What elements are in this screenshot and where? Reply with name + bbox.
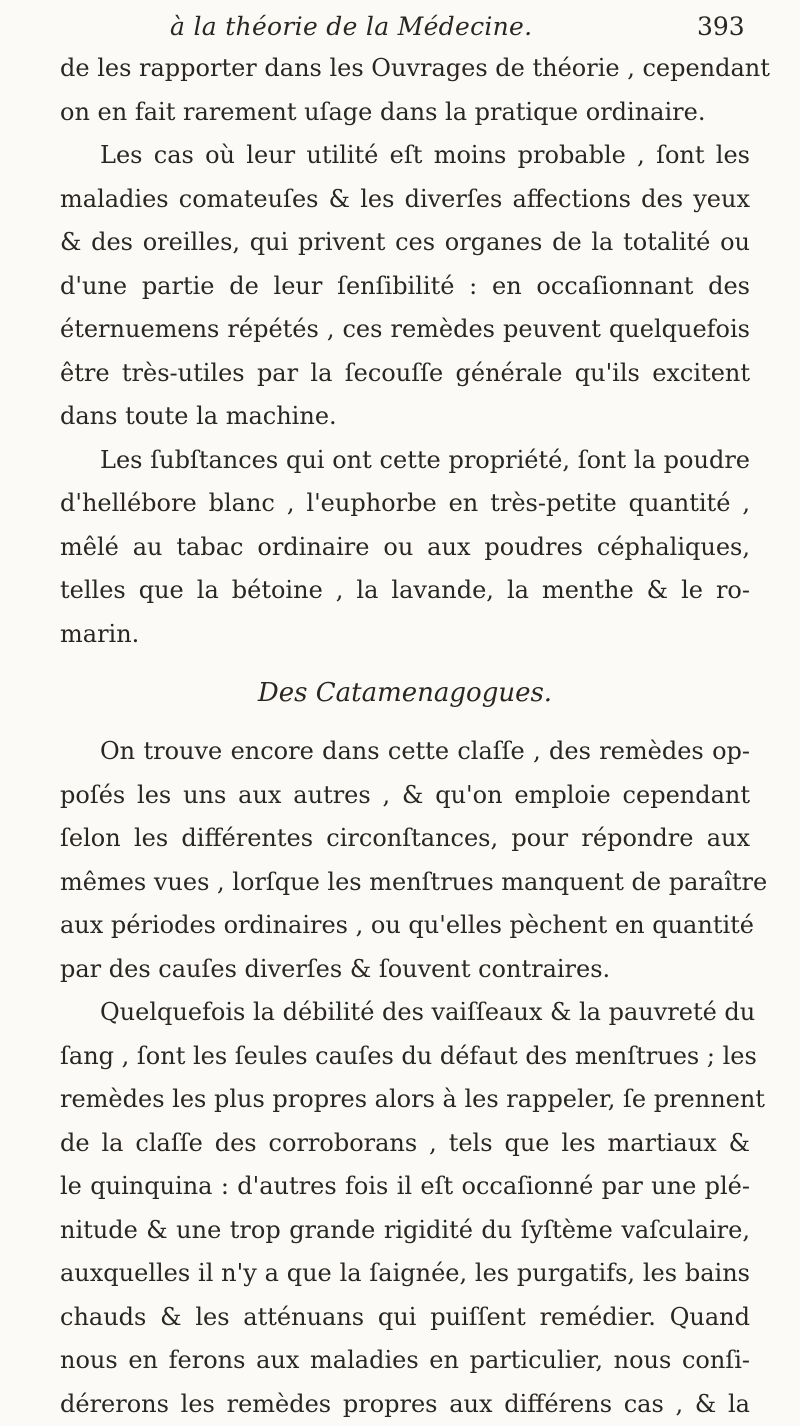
- section-heading: Des Catamenagogues.: [60, 656, 750, 730]
- text-line: de la claſſe des corroborans , tels que les martiaux &: [60, 1122, 750, 1166]
- text-line: & des oreilles, qui privent ces organes de la totalité ou: [60, 221, 750, 265]
- page-header: [0, 10, 800, 50]
- text-line: aux périodes ordinaires , ou qu'elles pèchent en quantité: [60, 904, 750, 948]
- text-line: chauds & les atténuans qui puiſſent remédier. Quand: [60, 1296, 750, 1340]
- text-line: de les rapporter dans les Ouvrages de théorie , cependant: [60, 47, 750, 91]
- text-line: ſelon les différentes circonſtances, pour répondre aux: [60, 817, 750, 861]
- text-line: le quinquina : d'autres fois il eſt occaſionné par une plé-: [60, 1165, 750, 1209]
- text-line: nitude & une trop grande rigidité du ſyſtème vaſculaire,: [60, 1209, 750, 1253]
- text-line: d'hellébore blanc , l'euphorbe en très-petite quantité ,: [60, 482, 750, 526]
- page-number: 393: [697, 12, 745, 41]
- text-line: On trouve encore dans cette claſſe , des remèdes op-: [60, 730, 750, 774]
- text-line: d'une partie de leur ſenſibilité : en occaſionnant des: [60, 265, 750, 309]
- running-title: à la théorie de la Médecine.: [170, 12, 532, 41]
- text-line: mêmes vues , lorſque les menſtrues manquent de paraître: [60, 861, 750, 905]
- text-line: nous en ferons aux maladies en particulier, nous conſi-: [60, 1339, 750, 1383]
- text-line: par des cauſes diverſes & ſouvent contraires.: [60, 948, 750, 992]
- text-line: Les cas où leur utilité eſt moins probable , ſont les: [60, 134, 750, 178]
- text-line: poſés les uns aux autres , & qu'on emploie cependant: [60, 774, 750, 818]
- text-line: auxquelles il n'y a que la ſaignée, les purgatifs, les bains: [60, 1252, 750, 1296]
- text-line: dans toute la machine.: [60, 395, 750, 439]
- text-line: marin.: [60, 613, 750, 657]
- text-line: Les ſubſtances qui ont cette propriété, ſont la poudre: [60, 439, 750, 483]
- text-line: on en fait rarement uſage dans la pratique ordinaire.: [60, 91, 750, 135]
- text-line: dérerons les remèdes propres aux différens cas , & la: [60, 1383, 750, 1426]
- text-line: ſang , ſont les ſeules cauſes du défaut des menſtrues ; les: [60, 1035, 750, 1079]
- text-line: Quelquefois la débilité des vaiſſeaux & la pauvreté du: [60, 991, 750, 1035]
- body-text: [60, 47, 750, 1426]
- text-line: être très-utiles par la ſecouſſe générale qu'ils excitent: [60, 352, 750, 396]
- text-line: mêlé au tabac ordinaire ou aux poudres céphaliques,: [60, 526, 750, 570]
- text-line: telles que la bétoine , la lavande, la menthe & le ro-: [60, 569, 750, 613]
- text-line: éternuemens répétés , ces remèdes peuvent quelquefois: [60, 308, 750, 352]
- text-line: maladies comateuſes & les diverſes affections des yeux: [60, 178, 750, 222]
- text-line: remèdes les plus propres alors à les rappeler, ſe prennent: [60, 1078, 750, 1122]
